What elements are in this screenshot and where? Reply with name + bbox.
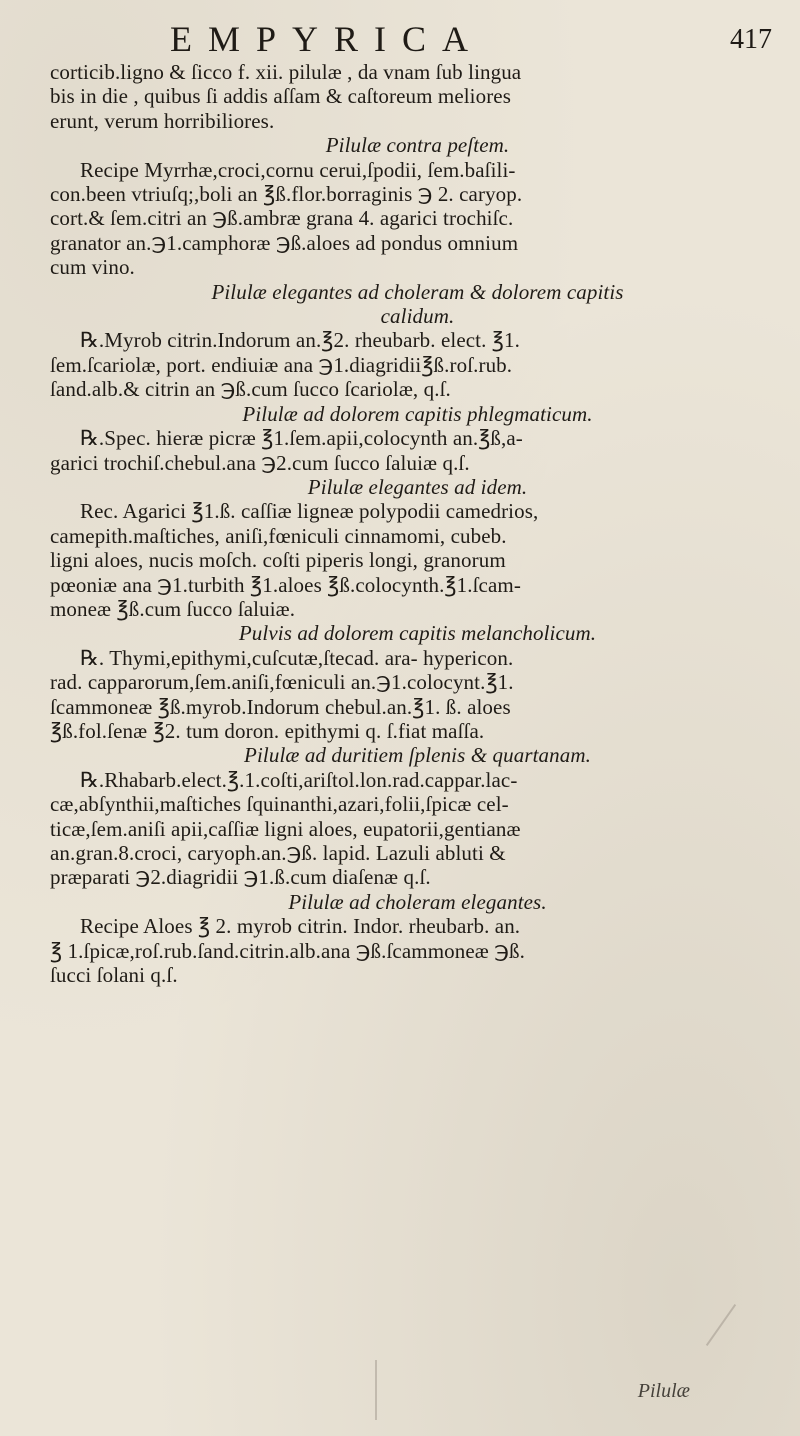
recipe-heading: calidum.: [380, 304, 455, 329]
recipe-heading: Pulvis ad dolorem capitis melancholicum.: [238, 621, 597, 646]
recipe-heading: Pilulæ ad duritiem ſplenis & quartanam.: [244, 743, 591, 768]
running-title: EMPYRICA: [170, 19, 485, 59]
paper-mark: [706, 1304, 736, 1346]
catchword: Pilulæ: [637, 1380, 690, 1402]
recipe-heading: Pilulæ contra peſtem.: [325, 133, 510, 158]
text-line: ticæ,ſem.aniſi apii,caſſiæ ligni aloes, eupatorii,gentianæ: [50, 816, 521, 841]
text-line: Recipe Myrrhæ,croci,cornu cerui,ſpodii, ſem.baſili-: [80, 157, 516, 182]
text-line: pœoniæ ana ℈1.turbith ℥1.aloes ℥ß.colocynth.℥1.ſcam-: [50, 572, 521, 597]
text-line: ſand.alb.& citrin an ℈ß.cum ſucco ſcariolæ, q.ſ.: [50, 377, 451, 402]
text-line: ſem.ſcariolæ, port. endiuiæ ana ℈1.diagridii℥ß.roſ.rub.: [50, 352, 513, 377]
text-line: erunt, verum horribiliores.: [50, 108, 275, 133]
recipe-heading: Pilulæ ad choleram elegantes.: [288, 889, 547, 914]
page-header: [0, 10, 800, 60]
text-line: an.gran.8.croci, caryoph.an.℈ß. lapid. Lazuli abluti &: [50, 841, 506, 865]
text-line: ligni aloes, nucis moſch. coſti piperis longi, granorum: [50, 548, 506, 573]
recipe-heading: Pilulæ elegantes ad choleram & dolorem capitis: [211, 279, 624, 304]
text-line: ℞.Myrob citrin.Indorum an.℥2. rheubarb. elect. ℥1.: [80, 328, 520, 353]
recipe-heading: Pilulæ ad dolorem capitis phlegmaticum.: [242, 401, 593, 426]
text-line: cæ,abſynthii,maſtiches ſquinanthi,azari,folii,ſpicæ cel-: [50, 792, 509, 817]
text-line: ℥ 1.ſpicæ,roſ.rub.ſand.citrin.alb.ana ℈ß.ſcammoneæ ℈ß.: [50, 938, 525, 963]
text-line: ſucci ſolani q.ſ.: [50, 963, 178, 988]
text-line: Recipe Aloes ℥ 2. myrob citrin. Indor. rheubarb. an.: [80, 914, 521, 939]
text-line: ſcammoneæ ℥ß.myrob.Indorum chebul.an.℥1. ß. aloes: [50, 694, 511, 719]
paper-mark: [375, 1360, 377, 1420]
text-line: con.been vtriuſq;,boli an ℥ß.flor.borraginis ℈ 2. caryop.: [50, 182, 523, 207]
text-block: [50, 60, 785, 987]
text-line: ℞.Spec. hieræ picræ ℥1.ſem.apii,colocynth an.℥ß,a-: [80, 426, 523, 451]
text-line: camepith.maſtiches, aniſi,fœniculi cinnamomi, cubeb.: [50, 523, 507, 548]
text-line: Rec. Agarici ℥1.ß. caſſiæ ligneæ polypodii camedrios,: [80, 499, 539, 524]
text-line: bis in die , quibus ſi addis aſſam & caſtoreum meliores: [50, 84, 511, 109]
text-line: ℞.Rhabarb.elect.℥.1.coſti,ariſtol.lon.rad.cappar.lac-: [80, 767, 518, 792]
text-line: præparati ℈2.diagridii ℈1.ß.cum diaſenæ q.ſ.: [50, 865, 431, 890]
text-line: granator an.℈1.camphoræ ℈ß.aloes ad pondus omnium: [50, 230, 519, 255]
text-line: ℥ß.fol.ſenæ ℥2. tum doron. epithymi q. ſ.fiat maſſa.: [50, 718, 485, 743]
text-line: corticib.ligno & ſicco f. xii. pilulæ , da vnam ſub lingua: [50, 60, 522, 84]
text-line: garici trochiſ.chebul.ana ℈2.cum ſucco ſaluiæ q.ſ.: [50, 450, 470, 475]
text-line: moneæ ℥ß.cum ſucco ſaluiæ.: [50, 596, 296, 621]
text-line: ℞. Thymi,epithymi,cuſcutæ,ſtecad. ara- hypericon.: [80, 645, 514, 670]
page-number: 417: [730, 24, 772, 55]
recipe-heading: Pilulæ elegantes ad idem.: [307, 474, 528, 499]
text-line: cum vino.: [50, 255, 135, 280]
text-line: rad. capparorum,ſem.aniſi,fœniculi an.℈1.colocynt.℥1.: [50, 670, 514, 695]
text-line: cort.& ſem.citri an ℈ß.ambræ grana 4. agarici trochiſc.: [50, 206, 514, 231]
